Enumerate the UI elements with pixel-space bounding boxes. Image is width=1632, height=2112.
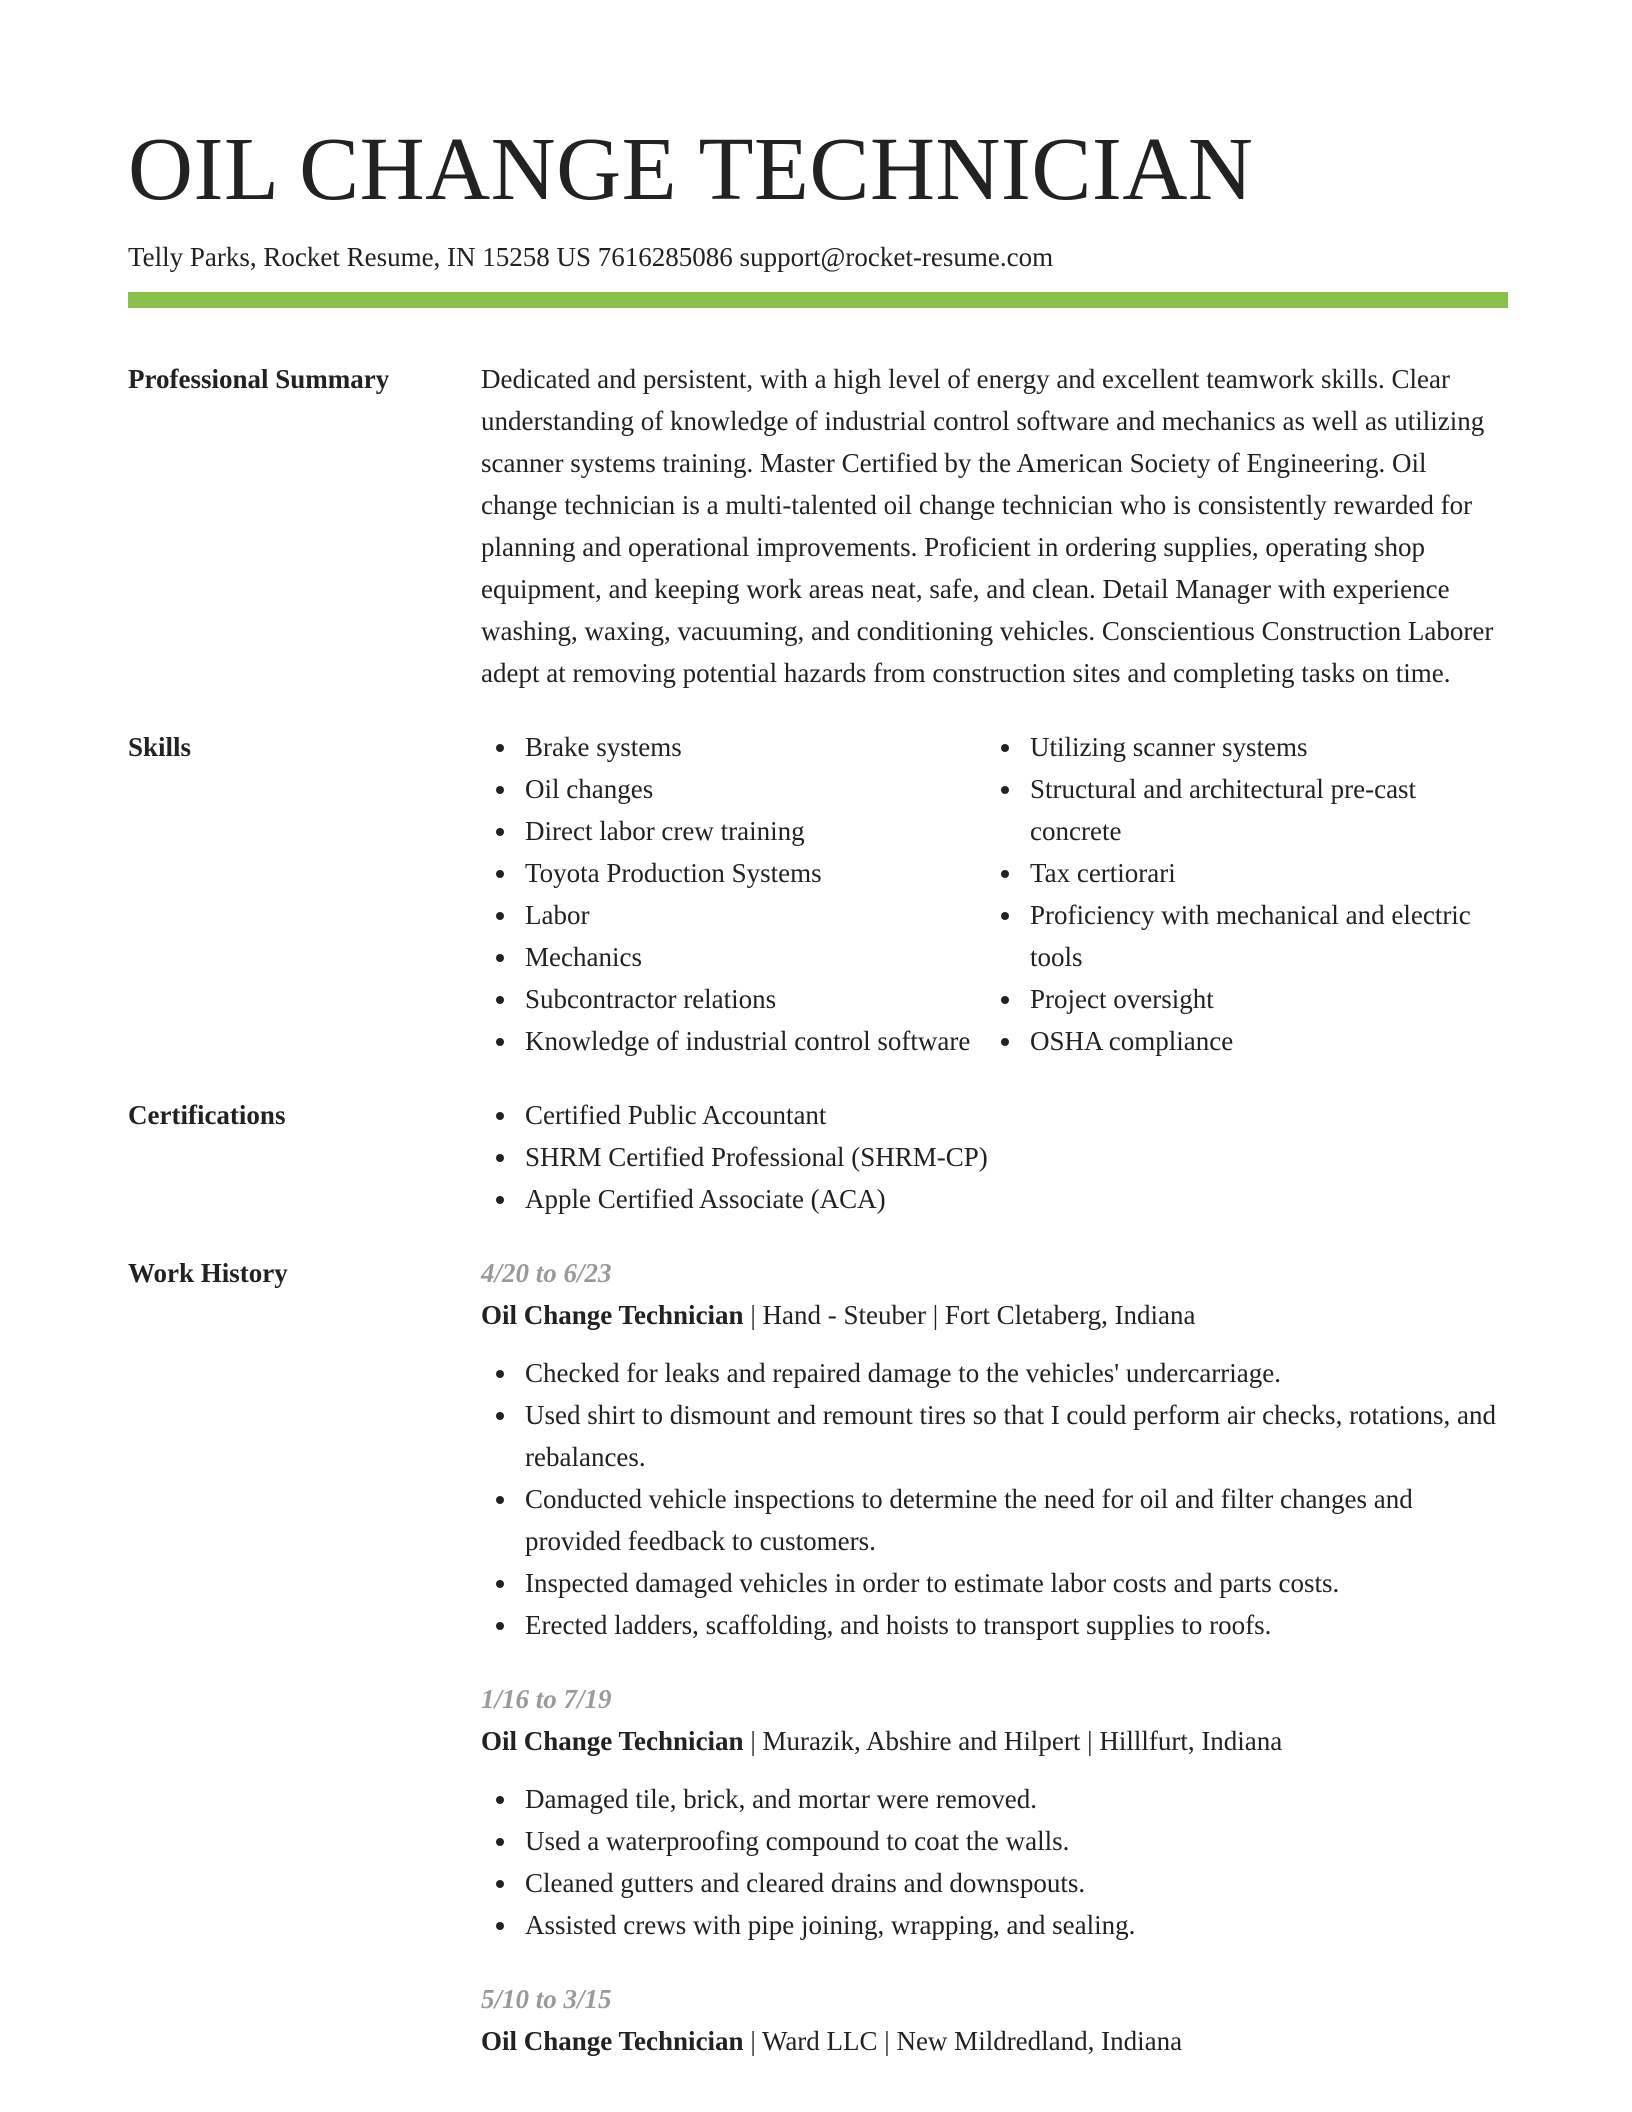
- skill-item: Subcontractor relations: [481, 978, 986, 1020]
- job-entry: [481, 1978, 1508, 2062]
- job-company: Murazik, Abshire and Hilpert: [762, 1726, 1081, 1756]
- job-duties-list: [481, 1778, 1508, 1946]
- job-heading: [481, 2020, 1508, 2062]
- skill-item: Oil changes: [481, 768, 986, 810]
- job-dates: 4/20 to 6/23: [481, 1258, 612, 1288]
- job-duty-item: Assisted crews with pipe joining, wrapping, and sealing.: [481, 1904, 1508, 1946]
- skill-item: Utilizing scanner systems: [986, 726, 1491, 768]
- skill-item: Tax certiorari: [986, 852, 1491, 894]
- skills-section: [128, 726, 1508, 1062]
- section-label-certifications: Certifications: [128, 1100, 286, 1130]
- section-label-summary: Professional Summary: [128, 364, 390, 394]
- job-title: Oil Change Technician: [481, 2026, 744, 2056]
- summary-section: [128, 358, 1508, 694]
- job-separator: |: [743, 1300, 763, 1330]
- skill-item: OSHA compliance: [986, 1020, 1491, 1062]
- skill-item: Structural and architectural pre-cast concrete: [986, 768, 1491, 852]
- job-separator: |: [925, 1300, 945, 1330]
- job-location: New Mildredland, Indiana: [896, 2026, 1183, 2056]
- section-label-skills: Skills: [128, 732, 192, 762]
- job-separator: |: [743, 1726, 763, 1756]
- job-separator: |: [743, 2026, 762, 2056]
- skills-list-right: [986, 726, 1491, 1062]
- job-duty-item: Erected ladders, scaffolding, and hoists to transport supplies to roofs.: [481, 1604, 1508, 1646]
- job-dates: 1/16 to 7/19: [481, 1684, 612, 1714]
- certifications-list: [481, 1094, 1508, 1220]
- job-company: Hand - Steuber: [762, 1300, 926, 1330]
- job-heading: [481, 1720, 1508, 1762]
- contact-line: Telly Parks, Rocket Resume, IN 15258 US 7616285086 support@rocket-resume.com: [128, 242, 1054, 272]
- job-duty-item: Cleaned gutters and cleared drains and downspouts.: [481, 1862, 1508, 1904]
- skill-item: Mechanics: [481, 936, 986, 978]
- skill-item: Direct labor crew training: [481, 810, 986, 852]
- job-duties-list: [481, 1352, 1508, 1646]
- job-duty-item: Inspected damaged vehicles in order to estimate labor costs and parts costs.: [481, 1562, 1508, 1604]
- job-duty-item: Checked for leaks and repaired damage to the vehicles' undercarriage.: [481, 1352, 1508, 1394]
- job-dates: 5/10 to 3/15: [481, 1984, 612, 2014]
- skill-item: Proficiency with mechanical and electric tools: [986, 894, 1491, 978]
- skill-item: Project oversight: [986, 978, 1491, 1020]
- job-separator: |: [1080, 1726, 1100, 1756]
- certification-item: SHRM Certified Professional (SHRM-CP): [481, 1136, 1508, 1178]
- summary-text: Dedicated and persistent, with a high level of energy and excellent teamwork skills. Clear understanding of knowledge of industrial control software and mechanics as well as utilizing scanner systems training. Master Certified by the American Society of Engineering. Oil change technician is a multi-talented oil change technician who is consistently rewarded for planning and operational improvements. Proficient in ordering supplies, operating shop equipment, and keeping work areas neat, safe, and clean. Detail Manager with experience washing, waxing, vacuuming, and conditioning vehicles. Conscientious Construction Laborer adept at removing potential hazards from construction sites and completing tasks on time.: [481, 364, 1494, 688]
- job-location: Fort Cletaberg, Indiana: [944, 1300, 1196, 1330]
- skill-item: Knowledge of industrial control software: [481, 1020, 986, 1062]
- job-separator: |: [877, 2026, 897, 2056]
- job-company: Ward LLC: [762, 2026, 878, 2056]
- job-entry: [481, 1678, 1508, 1946]
- section-label-work-history: Work History: [128, 1258, 288, 1288]
- resume-page: [128, 120, 1508, 2094]
- certifications-section: [128, 1094, 1508, 1220]
- job-duty-item: Damaged tile, brick, and mortar were removed.: [481, 1778, 1508, 1820]
- skills-list-left: [481, 726, 986, 1062]
- job-duty-item: Used shirt to dismount and remount tires so that I could perform air checks, rotations, and rebalances.: [481, 1394, 1508, 1478]
- job-title: Oil Change Technician: [481, 1726, 744, 1756]
- job-entry: [481, 1252, 1508, 1646]
- certification-item: Apple Certified Associate (ACA): [481, 1178, 1508, 1220]
- work-history-section: [128, 1252, 1508, 2094]
- resume-title: OIL CHANGE TECHNICIAN: [128, 120, 1254, 219]
- job-title: Oil Change Technician: [481, 1300, 744, 1330]
- job-duty-item: Used a waterproofing compound to coat the walls.: [481, 1820, 1508, 1862]
- certification-item: Certified Public Accountant: [481, 1094, 1508, 1136]
- skill-item: Labor: [481, 894, 986, 936]
- skill-item: Brake systems: [481, 726, 986, 768]
- job-duty-item: Conducted vehicle inspections to determine the need for oil and filter changes and provided feedback to customers.: [481, 1478, 1508, 1562]
- accent-divider: [128, 292, 1508, 308]
- job-heading: [481, 1294, 1508, 1336]
- skill-item: Toyota Production Systems: [481, 852, 986, 894]
- job-location: Hilllfurt, Indiana: [1099, 1726, 1283, 1756]
